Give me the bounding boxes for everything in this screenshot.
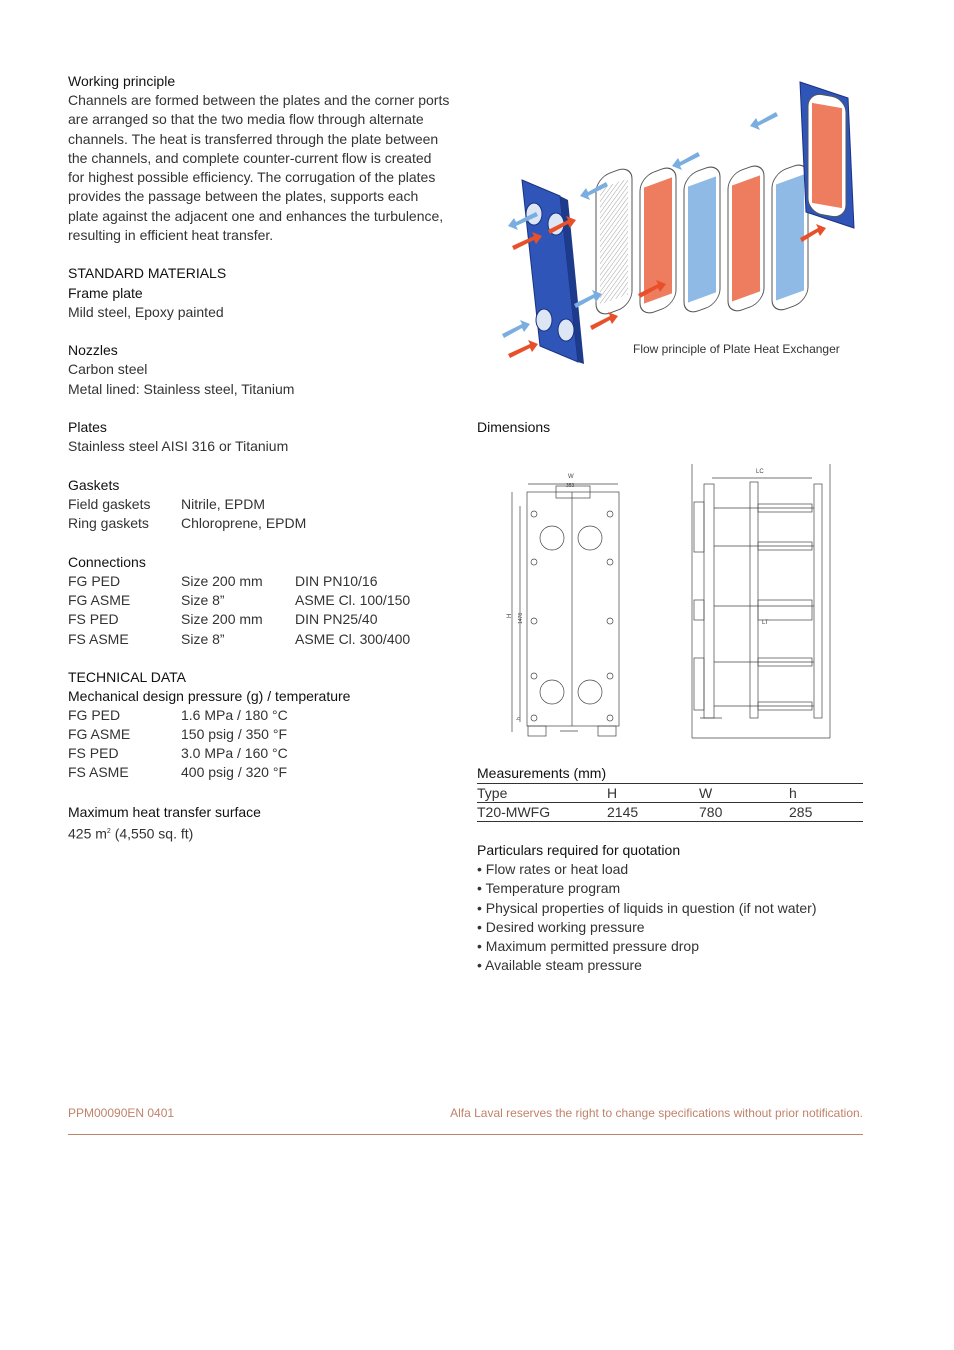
footer-notice: Alfa Laval reserves the right to change specifications without prior notification. [450, 1106, 863, 1120]
gasket-row [68, 495, 266, 514]
connection-row [68, 630, 411, 649]
gasket-value: Chloroprene, EPDM [181, 515, 307, 531]
connection-name: FG PED [68, 573, 121, 589]
pressure-name: FS PED [68, 745, 119, 761]
height-label: H [507, 613, 513, 618]
frame-plate-value: Mild steel, Epoxy painted [68, 304, 224, 320]
max-surface-value [68, 822, 193, 844]
connection-standard: ASME Cl. 300/400 [295, 631, 411, 647]
max-surface-title: Maximum heat transfer surface [68, 804, 261, 820]
pressure-value: 150 psig / 350 °F [181, 726, 287, 742]
list-item: • Available steam pressure [477, 957, 642, 974]
surface-unit-exponent: 2 [106, 828, 111, 835]
text-line: Channels are formed between the plates and the corner ports [68, 92, 450, 108]
connections-title: Connections [68, 554, 146, 570]
pressure-value: 1.6 MPa / 180 °C [181, 707, 288, 723]
text-line: plate against the adjacent one and enhances the turbulence, [68, 207, 444, 224]
width-label: W [568, 474, 574, 480]
connection-name: FG ASME [68, 592, 131, 608]
pressure-row [68, 706, 288, 725]
height-value: 1478 [518, 612, 524, 624]
nozzles-line2: Metal lined: Stainless steel, Titanium [68, 381, 295, 397]
pressure-row [68, 744, 288, 763]
width-value: 353 [566, 483, 575, 489]
pressure-name: FG PED [68, 707, 121, 723]
quotation-list [477, 860, 817, 976]
pressure-row [68, 763, 287, 782]
plates-title: Plates [68, 419, 107, 435]
pressure-row [68, 725, 287, 744]
text-line: for highest possible efficiency. The corrugation of the plates [68, 169, 436, 186]
cell-w: 780 [699, 804, 723, 820]
gaskets-title: Gaskets [68, 477, 120, 493]
header-small-h: h [789, 785, 797, 801]
plate-3 [684, 163, 720, 316]
gasket-name: Ring gaskets [68, 515, 149, 531]
footer-divider [68, 1134, 863, 1135]
list-item: • Temperature program [477, 880, 621, 897]
pressure-name: FS ASME [68, 764, 129, 780]
cell-small-h: 285 [789, 804, 813, 820]
plates-value: Stainless steel AISI 316 or Titanium [68, 438, 289, 454]
connection-standard: DIN PN10/16 [295, 573, 378, 589]
lc-label: LC [756, 469, 764, 475]
list-item: • Maximum permitted pressure drop [477, 938, 699, 955]
figure-caption: Flow principle of Plate Heat Exchanger [633, 342, 840, 356]
list-item: • Desired working pressure [477, 918, 645, 935]
connection-name: FS PED [68, 611, 119, 627]
small-h-label: h [516, 717, 522, 720]
cell-h: 2145 [607, 804, 639, 820]
dimensions-title: Dimensions [477, 419, 551, 435]
connection-standard: DIN PN25/40 [295, 611, 378, 627]
connection-row [68, 572, 378, 591]
cell-type: T20-MWFG [477, 804, 551, 820]
pressure-value: 3.0 MPa / 160 °C [181, 745, 288, 761]
frame-plate-front [522, 180, 584, 364]
working-principle-text [68, 91, 468, 245]
text-line: provides the passage between the plates, supports each [68, 188, 419, 205]
text-line: resulting in efficient heat transfer. [68, 227, 274, 244]
gasket-name: Field gaskets [68, 496, 151, 512]
pressure-name: FG ASME [68, 726, 131, 742]
front-view-drawing [500, 466, 635, 746]
connection-size: Size 8” [181, 631, 225, 647]
standard-materials-title: STANDARD MATERIALS [68, 265, 227, 281]
measurements-table [477, 783, 863, 822]
technical-data-title: TECHNICAL DATA [68, 669, 186, 685]
text-line: the channels, and complete counter-current flow is created [68, 149, 432, 166]
header-type: Type [477, 785, 508, 801]
frame-plate-title: Frame plate [68, 285, 143, 301]
connection-name: FS ASME [68, 631, 129, 647]
connection-size: Size 8” [181, 592, 225, 608]
technical-data-subtitle: Mechanical design pressure (g) / temperature [68, 688, 351, 704]
surface-number: 425 m [68, 825, 107, 842]
plate-4 [728, 162, 764, 315]
header-h: H [607, 785, 618, 801]
nozzles-line1: Carbon steel [68, 361, 148, 377]
connection-size: Size 200 mm [181, 611, 263, 627]
list-item: • Flow rates or heat load [477, 861, 629, 877]
connection-size: Size 200 mm [181, 573, 263, 589]
lt-label: LT [762, 620, 769, 626]
list-item: • Physical properties of liquids in question (if not water) [477, 899, 817, 916]
text-line: channels. The heat is transferred through the plate between [68, 130, 439, 147]
text-line: are arranged so that the two media flow through alternate [68, 111, 424, 128]
side-view-drawing [690, 464, 832, 740]
flow-principle-illustration [478, 68, 868, 368]
table-header-row [477, 784, 863, 803]
frame-plate-back [800, 82, 854, 228]
nozzles-title: Nozzles [68, 342, 118, 358]
header-w: W [699, 785, 713, 801]
pressure-value: 400 psig / 320 °F [181, 764, 287, 780]
surface-imperial: (4,550 sq. ft) [110, 825, 194, 842]
connection-row [68, 591, 411, 610]
measurements-title: Measurements (mm) [477, 765, 607, 781]
connection-row [68, 610, 378, 629]
document-code: PPM00090EN 0401 [68, 1106, 175, 1120]
table-row [477, 803, 863, 822]
working-principle-title: Working principle [68, 73, 176, 89]
quotation-title: Particulars required for quotation [477, 842, 681, 858]
connection-standard: ASME Cl. 100/150 [295, 592, 411, 608]
gasket-value: Nitrile, EPDM [181, 496, 266, 512]
gasket-row [68, 514, 307, 533]
